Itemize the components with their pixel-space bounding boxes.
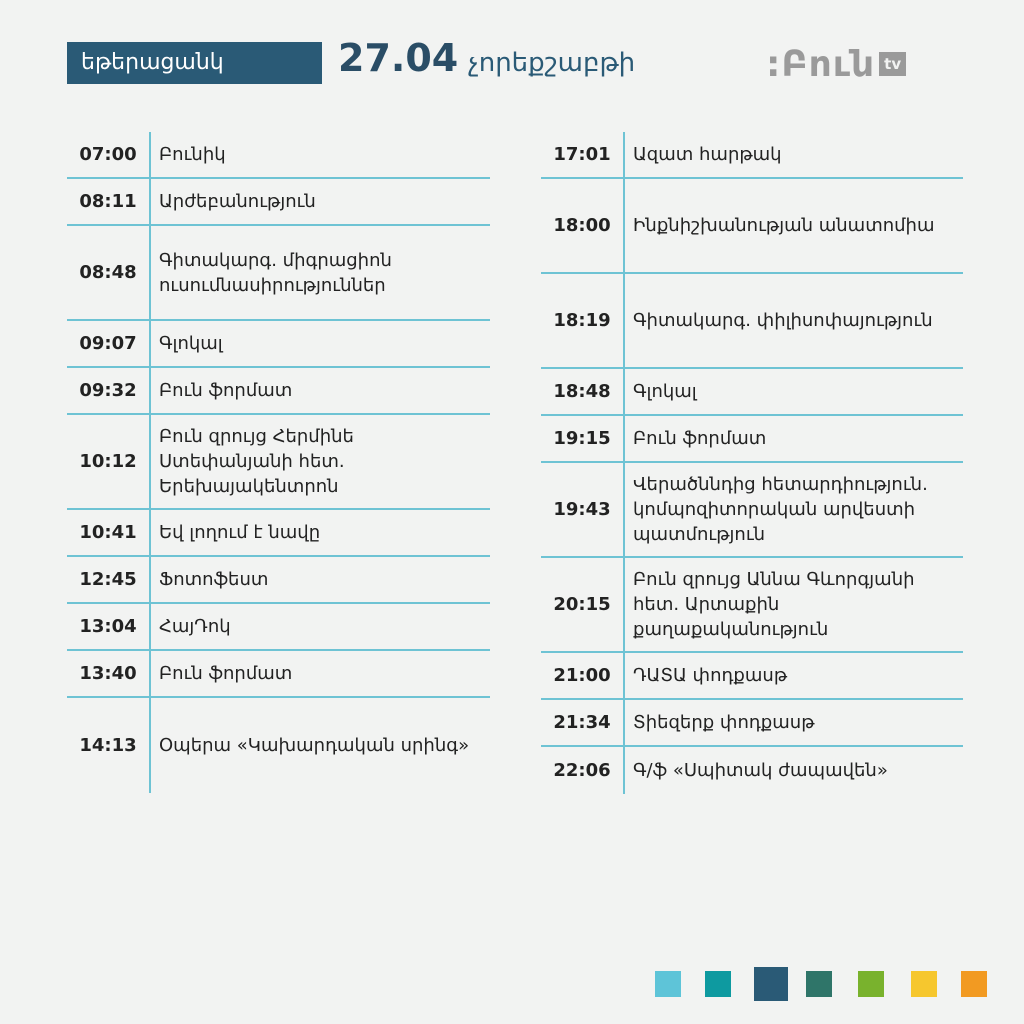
schedule-row [67, 179, 490, 226]
schedule-time: 12:45 [79, 569, 137, 590]
schedule-row [67, 321, 490, 368]
schedule-row [541, 463, 963, 558]
schedule-time: 18:00 [553, 215, 611, 236]
schedule-title: Գլոկալ [159, 333, 223, 354]
logo-word: :Բուն [766, 44, 876, 85]
schedule-time: 21:34 [553, 712, 611, 733]
schedule-row [67, 698, 490, 793]
schedule-title: Արժեբանություն [159, 191, 316, 212]
schedule-title: Ազատ հարթակ [633, 144, 782, 165]
schedule-title: Բուն ֆորմատ [159, 380, 293, 401]
schedule-row [67, 132, 490, 179]
date-number: 27.04 [338, 36, 459, 80]
schedule-row [541, 179, 963, 274]
schedule-title: Վերածննդից հետարդիություն. կոմպոզիտորական արվեստի պատմություն [633, 474, 928, 545]
schedule-column-right [541, 132, 963, 794]
schedule-time: 22:06 [553, 760, 611, 781]
schedule-title: Գիտակարգ. փիլիսոփայություն [633, 310, 933, 331]
schedule-title: Բուն զրույց Աննա Գևորգյանի հետ. Արտաքին քաղաքականություն [633, 569, 915, 640]
color-swatch [858, 971, 884, 997]
schedule-time: 09:07 [79, 333, 137, 354]
schedule-time: 08:48 [79, 262, 137, 283]
logo-tv: tv [879, 52, 906, 76]
schedule-time: 10:12 [79, 451, 137, 472]
schedule-title: Եվ լողում է նավը [159, 522, 321, 543]
schedule-time: 07:00 [79, 144, 137, 165]
schedule-badge: եթերացանկ [67, 42, 322, 84]
color-swatch [806, 971, 832, 997]
schedule-row [67, 557, 490, 604]
schedule-row [67, 226, 490, 321]
schedule-title: ՀայԴոկ [159, 616, 231, 637]
schedule-row [541, 369, 963, 416]
schedule-title: Բուն ֆորմատ [159, 663, 293, 684]
schedule-row [541, 274, 963, 369]
schedule-title: Բուն զրույց Հերմինե Ստեփանյանի հետ. Երեխայակենտրոն [159, 426, 354, 497]
schedule-title: Գլոկալ [633, 381, 697, 402]
schedule-title: Գիտակարգ. միգրացիոն ուսումնասիրություններ [159, 249, 392, 296]
schedule-time: 14:13 [79, 735, 137, 756]
color-swatch [911, 971, 937, 997]
date-weekday: չորեքշաբթի [468, 48, 636, 78]
schedule-row [67, 415, 490, 510]
schedule-row [541, 132, 963, 179]
brand-logo [766, 46, 906, 86]
schedule-row [541, 700, 963, 747]
schedule-title: Գ/ֆ «Սպիտակ ժապավեն» [633, 760, 888, 781]
schedule-row [541, 747, 963, 794]
color-swatch [655, 971, 681, 997]
schedule-time: 13:04 [79, 616, 137, 637]
schedule-date [338, 36, 635, 80]
schedule-time: 08:11 [79, 191, 137, 212]
color-swatch [961, 971, 987, 997]
color-swatch [754, 967, 788, 1001]
schedule-row [67, 510, 490, 557]
schedule-title: Ֆոտոֆեստ [159, 569, 269, 590]
color-swatch [705, 971, 731, 997]
schedule-time: 18:48 [553, 381, 611, 402]
schedule-title: Ինքնիշխանության անատոմիա [633, 215, 935, 236]
schedule-row [541, 416, 963, 463]
color-swatches [0, 967, 1024, 1001]
schedule-time: 20:15 [553, 594, 611, 615]
schedule-title: Բուն ֆորմատ [633, 428, 767, 449]
schedule-row [67, 651, 490, 698]
schedule-time: 17:01 [553, 144, 611, 165]
schedule-row [541, 558, 963, 653]
schedule-time: 10:41 [79, 522, 137, 543]
schedule-time: 19:43 [553, 499, 611, 520]
schedule-title: ԴԱՏԱ փոդքասթ [633, 665, 788, 686]
schedule-title: Տիեզերք փոդքասթ [633, 712, 815, 733]
schedule-time: 18:19 [553, 310, 611, 331]
schedule-time: 13:40 [79, 663, 137, 684]
schedule-row [67, 368, 490, 415]
schedule-title: Օպերա «Կախարդական սրինգ» [159, 735, 470, 756]
schedule-time: 19:15 [553, 428, 611, 449]
schedule-time: 21:00 [553, 665, 611, 686]
schedule-title: Բունիկ [159, 144, 226, 165]
schedule-column-left [67, 132, 490, 793]
schedule-row [541, 653, 963, 700]
schedule-time: 09:32 [79, 380, 137, 401]
schedule-row [67, 604, 490, 651]
